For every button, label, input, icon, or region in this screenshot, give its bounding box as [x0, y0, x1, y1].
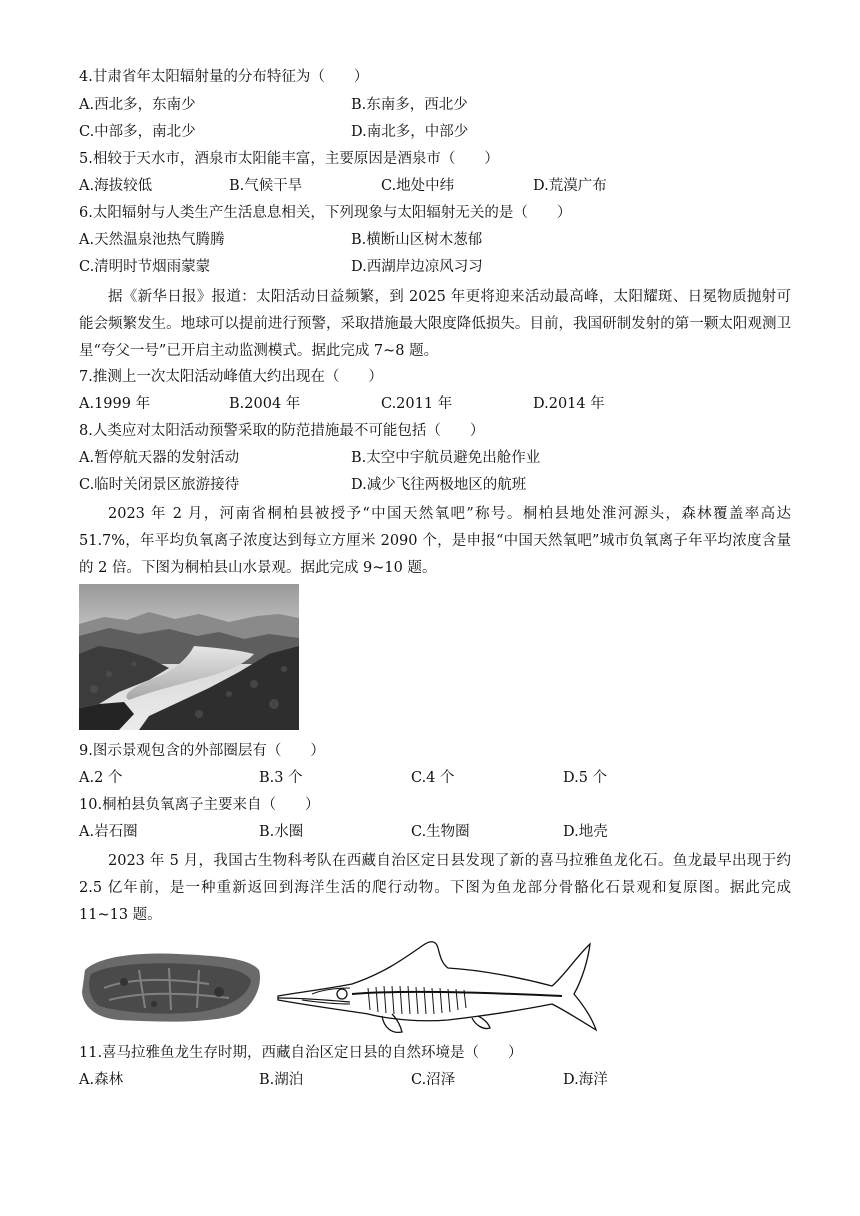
- question-7-option-d: D.2014 年: [533, 396, 605, 412]
- question-9-option-b: B.3 个: [259, 770, 303, 786]
- ichthyosaur-reconstruction: [272, 934, 597, 1034]
- question-5-option-a: A.海拔较低: [79, 178, 153, 194]
- question-7-option-a: A.1999 年: [79, 396, 151, 412]
- question-6-option-a: A.天然温泉池热气腾腾: [79, 232, 225, 248]
- question-10-option-b: B.水圈: [259, 824, 304, 840]
- fossil-photo: [79, 948, 264, 1026]
- question-10-stem: 10.桐柏县负氧离子主要来自（ ）: [79, 797, 320, 813]
- question-8-option-d: D.减少飞往两极地区的航班: [351, 477, 527, 493]
- question-9-option-a: A.2 个: [79, 770, 123, 786]
- passage-7-8: 据《新华日报》报道：太阳活动日益频繁，到 2025 年更将迎来活动最高峰，太阳耀斑、日冕物质抛射可能会频繁发生。地球可以提前进行预警，采取措施最大限度降低损失。目前，我国研制发射的第一颗太阳观测卫星“夸父一号”已开启主动监测模式。据此完成 7~8 题。: [79, 289, 791, 359]
- question-5-option-b: B.气候干旱: [229, 178, 303, 194]
- question-7-stem: 7.推测上一次太阳活动峰值大约出现在（ ）: [79, 369, 383, 385]
- passage-11-13: 2023 年 5 月，我国古生物科考队在西藏自治区定日县发现了新的喜马拉雅鱼龙化石。鱼龙最早出现于约 2.5 亿年前，是一种重新返回到海洋生活的爬行动物。下图为鱼龙部分骨骼化石景观和复原图。据此完成 11~13 题。: [79, 853, 791, 923]
- passage-9-10: 2023 年 2 月，河南省桐柏县被授予“中国天然氧吧”称号。桐柏县地处淮河源头，森林覆盖率高达 51.7%，年平均负氧离子浓度达到每立方厘米 2090 个，是申报“中国天然氧吧”城市负氧离子年平均浓度含量的 2 倍。下图为桐柏县山水景观。据此完成 9~10 题。: [79, 506, 791, 576]
- question-4-option-a: A.西北多，东南少: [79, 97, 196, 113]
- question-10-option-d: D.地壳: [563, 824, 608, 840]
- question-6-option-d: D.西湖岸边凉风习习: [351, 259, 483, 275]
- question-8-stem: 8.人类应对太阳活动预警采取的防范措施最不可能包括（ ）: [79, 423, 485, 439]
- question-7-option-c: C.2011 年: [381, 396, 453, 412]
- question-5-option-d: D.荒漠广布: [533, 178, 607, 194]
- question-4-option-c: C.中部多，南北少: [79, 124, 196, 140]
- question-5-stem: 5.相较于天水市，酒泉市太阳能丰富，主要原因是酒泉市（ ）: [79, 151, 499, 167]
- question-9-option-c: C.4 个: [411, 770, 455, 786]
- question-6-option-c: C.清明时节烟雨蒙蒙: [79, 259, 211, 275]
- question-11-option-c: C.沼泽: [411, 1072, 456, 1088]
- question-4-option-d: D.南北多，中部少: [351, 124, 469, 140]
- question-4-option-b: B.东南多，西北少: [351, 97, 468, 113]
- question-9-stem: 9.图示景观包含的外部圈层有（ ）: [79, 743, 325, 759]
- question-11-option-d: D.海洋: [563, 1072, 608, 1088]
- question-11-option-a: A.森林: [79, 1072, 124, 1088]
- question-4-stem: 4.甘肃省年太阳辐射量的分布特征为（ ）: [79, 69, 369, 85]
- question-10-option-c: C.生物圈: [411, 824, 470, 840]
- question-9-option-d: D.5 个: [563, 770, 608, 786]
- question-10-option-a: A.岩石圈: [79, 824, 138, 840]
- question-11-stem: 11.喜马拉雅鱼龙生存时期，西藏自治区定日县的自然环境是（ ）: [79, 1045, 523, 1061]
- question-8-option-b: B.太空中宇航员避免出舱作业: [351, 450, 541, 466]
- question-8-option-a: A.暂停航天器的发射活动: [79, 450, 240, 466]
- question-6-option-b: B.横断山区树木葱郁: [351, 232, 483, 248]
- question-6-stem: 6.太阳辐射与人类生产生活息息相关，下列现象与太阳辐射无关的是（ ）: [79, 205, 572, 221]
- question-11-option-b: B.湖泊: [259, 1072, 304, 1088]
- question-8-option-c: C.临时关闭景区旅游接待: [79, 477, 240, 493]
- landscape-photo: [79, 584, 299, 730]
- question-7-option-b: B.2004 年: [229, 396, 301, 412]
- question-5-option-c: C.地处中纬: [381, 178, 455, 194]
